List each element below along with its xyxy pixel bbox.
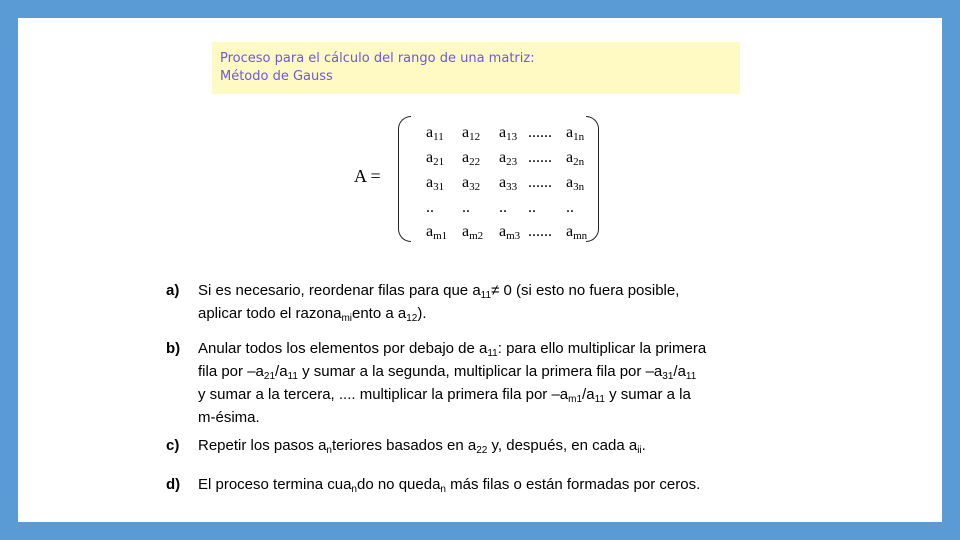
step-line: Repetir los pasos $a_nteriores$ basados en $a_{22}$ y, después, en cada $a_{ii}$. — [198, 437, 646, 456]
step-label: b) — [166, 340, 181, 357]
matrix-cell: .. — [566, 199, 574, 216]
matrix-cell: $a_{m3}$ — [499, 223, 521, 242]
step-text — [198, 340, 838, 427]
step-line: fila por $-a_{21}/a_{11}$ y sumar a la segunda, multiplicar la primera fila por $-a_{31}/a_{11}$ — [198, 363, 697, 382]
step-line: Anular todos los elementos por debajo de $a_{11}$: para ello multiplicar la primera — [198, 340, 707, 359]
matrix-cell: $a_{12}$ — [462, 124, 481, 143]
matrix-cell: $a_{mn}$ — [566, 223, 588, 242]
step-line: aplicar todo el razona$_{mi}$ento a $a_{12}$). — [198, 305, 427, 324]
matrix-cell: $a_{11}$ — [426, 124, 444, 143]
matrix-cell: $a_{m2}$ — [462, 223, 484, 242]
step-line: m-ésima. — [198, 409, 260, 426]
matrix-cell: $a_{m1}$ — [426, 223, 448, 242]
matrix-right-paren — [586, 116, 599, 242]
matrix-cell: ...... — [528, 149, 552, 166]
matrix-cell: $a_{3n}$ — [566, 174, 585, 193]
matrix-left-paren — [398, 116, 411, 242]
matrix-cell: $a_{32}$ — [462, 174, 481, 193]
step-label: c) — [166, 437, 180, 454]
slide — [18, 18, 942, 522]
step-label: d) — [166, 476, 181, 493]
matrix-cell: ...... — [528, 223, 552, 240]
matrix-cell: ...... — [528, 124, 552, 141]
matrix — [354, 112, 594, 242]
step-line: El proceso termina cua$_n$do no queda$_n$ más filas o están formadas por ceros. — [198, 476, 701, 495]
matrix-cell: $a_{21}$ — [426, 149, 445, 168]
step-line: y sumar a la tercera, .... multiplicar la primera fila por $-a_{m1}/a_{11}$ y sumar a la — [198, 386, 691, 405]
step-text — [198, 282, 838, 328]
matrix-cell: $a_{2n}$ — [566, 149, 585, 168]
matrix-cell: ...... — [528, 174, 552, 191]
title-line-2: Método de Gauss — [220, 69, 333, 84]
matrix-cell: .. — [462, 199, 470, 216]
matrix-cell: $a_{22}$ — [462, 149, 481, 168]
matrix-cell: .. — [499, 199, 507, 216]
step-line: Si es necesario, reordenar filas para que $a_{11}\ne 0$ (si esto no fuera posible, — [198, 282, 680, 301]
step-label: a) — [166, 282, 180, 299]
step-text — [198, 437, 838, 460]
title-line-1: Proceso para el cálculo del rango de una matriz: — [220, 51, 535, 66]
matrix-cell: .. — [426, 199, 434, 216]
matrix-cell: $a_{31}$ — [426, 174, 445, 193]
step-text — [198, 476, 838, 499]
matrix-cell: $a_{23}$ — [499, 149, 518, 168]
matrix-cell: $a_{13}$ — [499, 124, 518, 143]
matrix-cell: $a_{1n}$ — [566, 124, 585, 143]
matrix-cell: $a_{33}$ — [499, 174, 518, 193]
matrix-label: A = — [354, 166, 381, 186]
matrix-cell: .. — [528, 199, 536, 216]
title-box — [212, 42, 740, 94]
